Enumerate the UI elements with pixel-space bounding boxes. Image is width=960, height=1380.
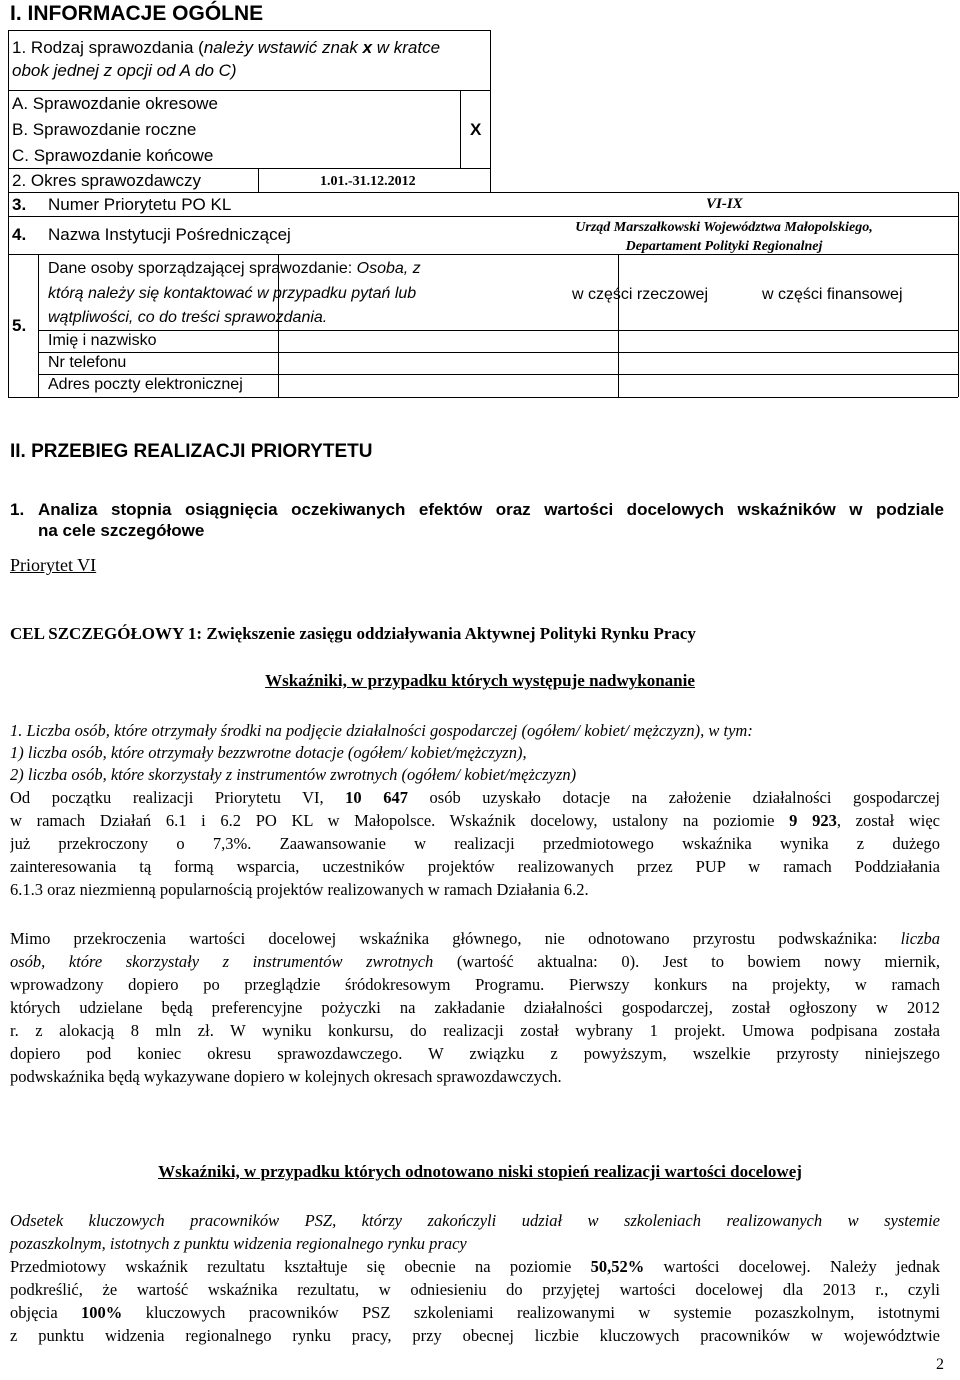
para5-line4: z punktu widzenia regionalnego rynku pracy, przy obecnej liczbie kluczowych pracowników w województwie <box>10 1326 940 1345</box>
col-header-substantive: w części rzeczowej <box>571 286 708 303</box>
item-1-title-line2: na cele szczegółowe <box>38 521 205 540</box>
q5-label-line1: Dane osoby sporządzającej sprawozdanie: Osoba, z <box>48 260 421 277</box>
col-header-financial: w części finansowej <box>762 286 903 303</box>
q2-label: 2. Okres sprawozdawczy <box>12 171 201 190</box>
indicator-1-sub1: 1) liczba osób, które otrzymały bezzwrotne dotacje (ogółem/ kobiet/mężczyzn), <box>10 743 527 762</box>
para2-line4: zainteresowania tą formą wsparcia, uczestników projektów realizowanych przez PUP w ramach Poddziałania <box>10 857 940 876</box>
priority-heading: Priorytet VI <box>10 555 97 575</box>
section-2-heading: II. PRZEBIEG REALIZACJI PRIORYTETU <box>10 441 373 462</box>
option-a: A. Sprawozdanie okresowe <box>12 94 219 113</box>
row-email: Adres poczty elektronicznej <box>48 376 243 393</box>
indicator-1-name: 1. Liczba osób, które otrzymały środki na podjęcie działalności gospodarczej (ogółem/ kobiet/ mężczyzn), w tym: <box>10 721 753 740</box>
para2-line2: w ramach Działań 6.1 i 6.2 PO KL w Małopolsce. Wskaźnik docelowy, ustalony na poziomie 9 923, został więc <box>10 811 940 830</box>
q3-label: Numer Priorytetu PO KL <box>48 195 232 214</box>
para3-line1: Mimo przekroczenia wartości docelowej wskaźnika głównego, nie odnotowano przyrostu podwskaźnika: liczba <box>10 929 940 948</box>
q5-label-line2: którą należy się kontaktować w przypadku pytań lub <box>48 285 417 302</box>
para2-line5: 6.1.3 oraz niezmienną popularnością projektów realizowanych w ramach Działania 6.2. <box>10 880 589 899</box>
para3-line4: których udzielane będą preferencyjne pożyczki na zakładanie działalności gospodarczej, został ogłoszony w 2012 <box>10 998 940 1017</box>
q1-label-line2: obok jednej z opcji od A do C) <box>12 61 237 80</box>
para5-line1: Przedmiotowy wskaźnik rezultatu kształtuje się obecnie na poziomie 50,52% wartości docelowej. Należy jednak <box>10 1257 940 1276</box>
option-b-checkbox-mark[interactable]: X <box>470 120 482 139</box>
indicator-2-name-line2: pozaszkolnym, istotnych z punktu widzenia regionalnego rynku pracy <box>10 1234 467 1253</box>
q4-number: 4. <box>12 225 27 244</box>
q5-label-line3: wątpliwości, co do treści sprawozdania. <box>48 309 328 326</box>
q5-number: 5. <box>12 316 27 335</box>
page-number: 2 <box>936 1356 944 1373</box>
subheading-low-achievement: Wskaźniki, w przypadku których odnotowano niski stopień realizacji wartości docelowej <box>158 1162 802 1181</box>
section-1-heading: I. INFORMACJE OGÓLNE <box>10 2 264 25</box>
indicator-1-sub2: 2) liczba osób, które skorzystały z instrumentów zwrotnych (ogółem/ kobiet/mężczyzn) <box>10 765 577 784</box>
q1-label: 1. Rodzaj sprawozdania (należy wstawić znak x w kratce <box>12 38 441 57</box>
row-name: Imię i nazwisko <box>48 332 157 349</box>
priority-number-value: VI-IX <box>706 196 743 212</box>
para3-line6: dopiero pod koniec okresu sprawozdawczego. W związku z powyższym, wszelkie przyrosty niniejszego <box>10 1044 940 1063</box>
option-c: C. Sprawozdanie końcowe <box>12 146 214 165</box>
institution-name-value: Urząd Marszałkowski Województwa Małopolskiego, Departament Polityki Regionalnej <box>575 220 873 254</box>
row-phone: Nr telefonu <box>48 354 127 371</box>
para2-line3: już przekroczony o 7,3%. Zaawansowanie w realizacji przedmiotowego wskaźnika wynika z dużego <box>10 834 940 853</box>
para5-line3: objęcia 100% kluczowych pracowników PSZ szkoleniami realizowanymi w systemie pozaszkolnym, istotnymi <box>10 1303 940 1322</box>
subheading-overachievement: Wskaźniki, w przypadku których występuje nadwykonanie <box>265 671 695 690</box>
para2-line1: Od początku realizacji Priorytetu VI, 10 647 osób uzyskało dotacje na założenie działalności gospodarczej <box>10 788 940 807</box>
para3-line5: r. z alokacją 8 mln zł. W wyniku konkursu, do realizacji został wybrany 1 projekt. Umowa podpisana została <box>10 1021 940 1040</box>
option-b: B. Sprawozdanie roczne <box>12 120 197 139</box>
specific-objective: CEL SZCZEGÓŁOWY 1: Zwiększenie zasięgu oddziaływania Aktywnej Polityki Rynku Pracy <box>10 624 696 643</box>
item-1-title-line1: Analiza stopnia osiągnięcia oczekiwanych efektów oraz wartości docelowych wskaźników w podziale <box>38 500 944 519</box>
para3-line3: wprowadzony dopiero po przeglądzie śródokresowym Programu. Pierwszy konkurs na projekty, w ramach <box>10 975 940 994</box>
para3-line7: podwskaźnika będą wykazywane dopiero w kolejnych okresach sprawozdawczych. <box>10 1067 562 1086</box>
para5-line2: podkreślić, że wartość wskaźnika rezultatu, w odniesieniu do przyjętej wartości docelowej dla 2013 r., czyli <box>10 1280 940 1299</box>
q4-label: Nazwa Instytucji Pośredniczącej <box>48 225 291 244</box>
q3-number: 3. <box>12 195 27 214</box>
para3-line2: osób, które skorzystały z instrumentów zwrotnych (wartość aktualna: 0). Jest to bowiem nowy miernik, <box>10 952 940 971</box>
reporting-period-value: 1.01.-31.12.2012 <box>320 174 416 189</box>
item-1-number: 1. <box>10 500 25 519</box>
indicator-2-name-line1: Odsetek kluczowych pracowników PSZ, którzy zakończyli udział w szkoleniach realizowanych w systemie <box>10 1211 940 1230</box>
